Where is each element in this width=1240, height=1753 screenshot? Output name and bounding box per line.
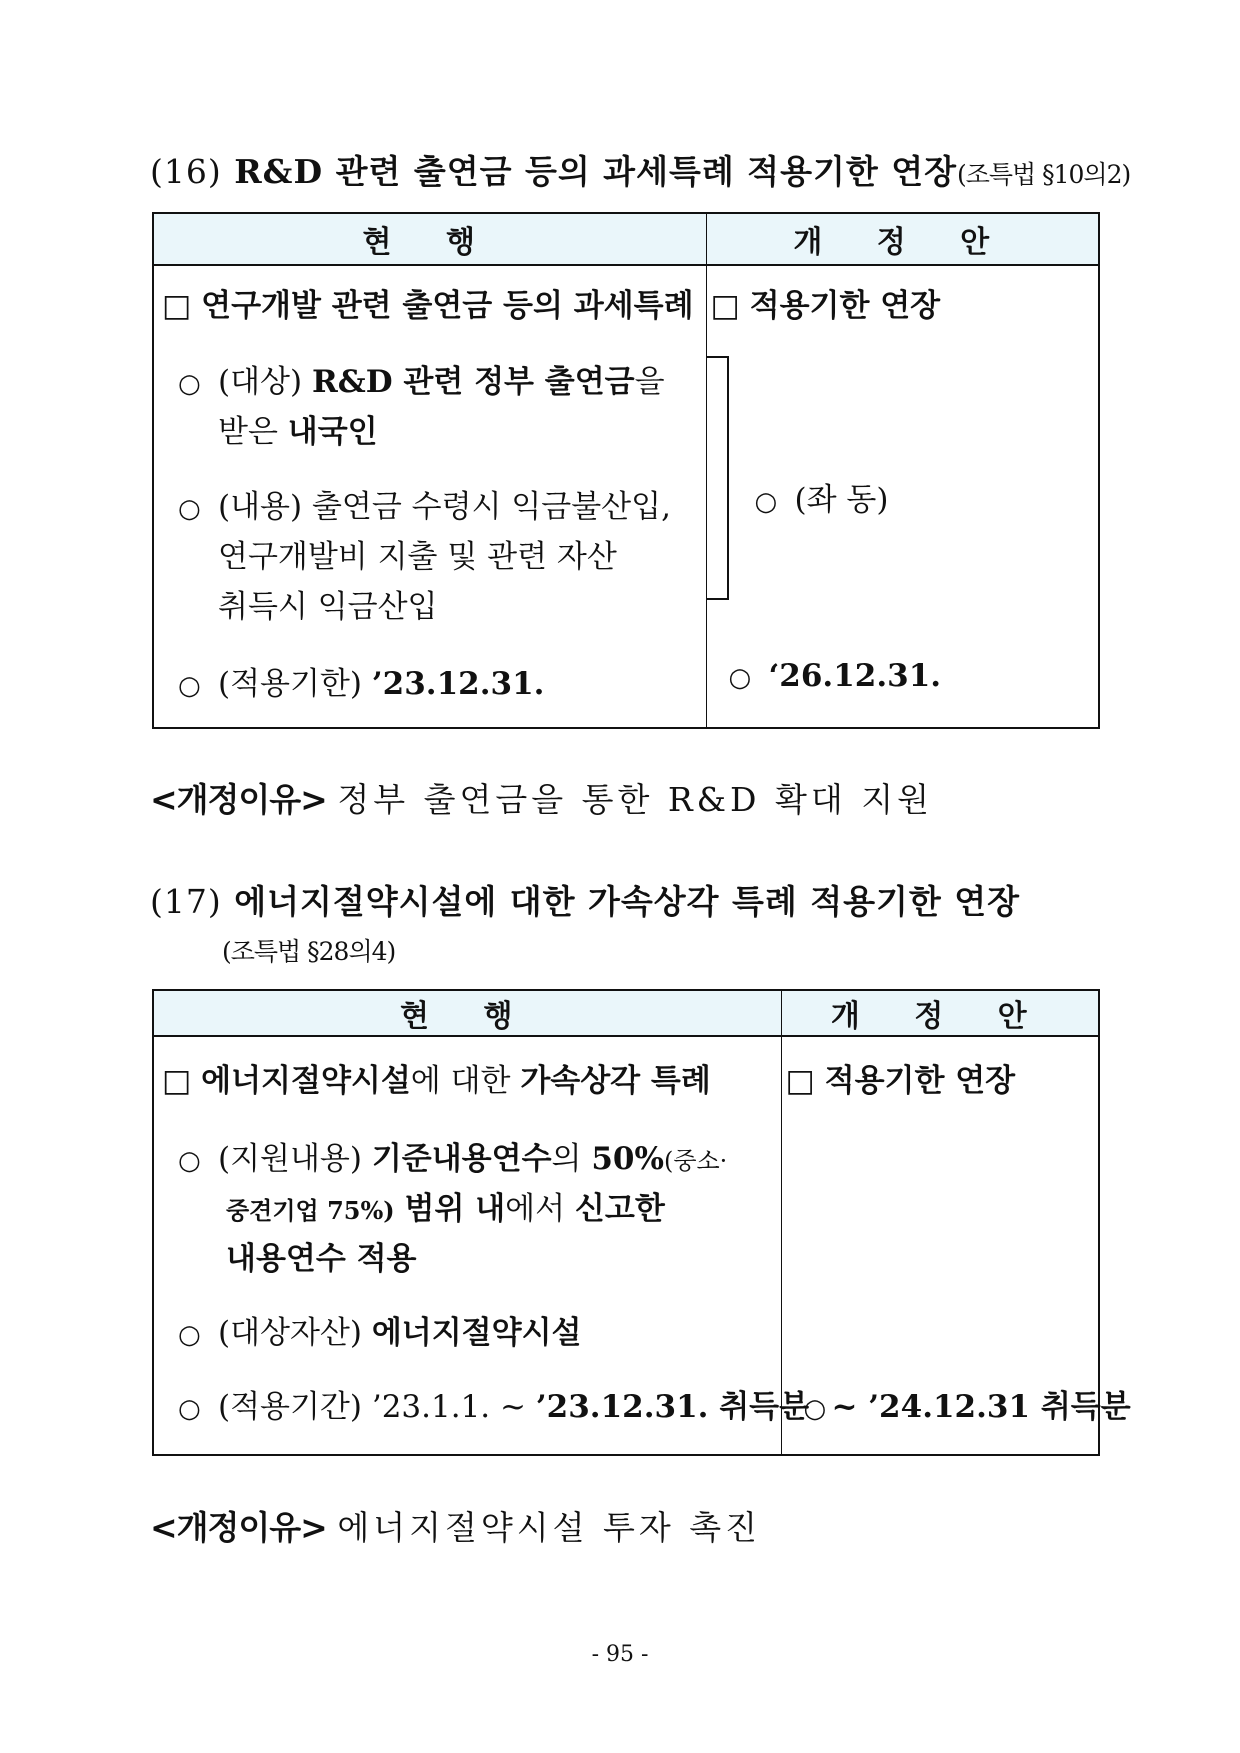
- checkbox-icon: □: [710, 288, 740, 324]
- checkbox-icon: □: [785, 1063, 815, 1099]
- checkbox-icon: □: [162, 288, 192, 324]
- circle-bullet-icon: ○: [178, 1320, 201, 1350]
- current-item-asset: ○ (대상자산) 에너지절약시설: [178, 1315, 582, 1351]
- current-item-support: ○ (지원내용) 기준내용연수의 50%(중소·: [178, 1141, 728, 1177]
- current-item-period: ○ (적용기간) ’23.1.1. ~ ’23.12.31. 취득분: [178, 1389, 810, 1425]
- section-17-law-ref: (조특법 §28의4): [222, 937, 396, 966]
- proposed-same: ○ (좌 동): [754, 482, 889, 518]
- circle-bullet-icon: ○: [178, 1146, 201, 1176]
- column-header-proposed: 개 정 안: [706, 213, 1099, 265]
- current-heading: □ 연구개발 관련 출연금 등의 과세특례: [162, 288, 694, 324]
- section-16-title: [150, 146, 1130, 193]
- section-16-reason: <개정이유> 정부 출연금을 통한 R&D 확대 지원: [150, 780, 933, 819]
- section-17-comparison-table: [152, 989, 1131, 1456]
- current-heading: □ 에너지절약시설에 대한 가속상각 특례: [162, 1063, 711, 1099]
- current-item-content-line3: 취득시 익금산입: [218, 589, 438, 625]
- section-16-heading: R&D 관련 출연금 등의 과세특례 적용기한 연장: [234, 152, 957, 191]
- current-item-target-cont: 받은 내국인: [218, 414, 378, 450]
- bracket-line: [707, 356, 729, 600]
- circle-bullet-icon: ○: [178, 494, 201, 524]
- current-item-period: ○ (적용기한) ’23.12.31.: [178, 666, 545, 702]
- proposed-cell: [706, 265, 1099, 728]
- current-item-support-line3: 내용연수 적용: [226, 1241, 417, 1277]
- page-number: - 95 -: [591, 1642, 649, 1667]
- section-17-title: [150, 876, 1020, 923]
- circle-bullet-icon: ○: [178, 671, 201, 701]
- checkbox-icon: □: [162, 1063, 192, 1099]
- section-16-number: (16): [150, 152, 222, 191]
- section-16-comparison-table: [152, 212, 1100, 729]
- circle-bullet-icon: ○: [178, 369, 201, 399]
- proposed-cell: [781, 1036, 1131, 1455]
- proposed-heading: □ 적용기한 연장: [710, 288, 941, 324]
- current-item-target: ○ (대상) R&D 관련 정부 출연금을: [178, 364, 665, 400]
- current-cell: [153, 265, 706, 728]
- circle-bullet-icon: ○: [728, 663, 752, 693]
- section-16-law-ref: (조특법 §10의2): [956, 160, 1131, 189]
- current-cell: [153, 1036, 810, 1455]
- current-item-content-line2: 연구개발비 지출 및 관련 자산: [218, 539, 617, 575]
- current-item-support-line2: 중견기업 75%) 범위 내에서 신고한: [226, 1191, 665, 1227]
- proposed-period: ○ ‘26.12.31.: [728, 658, 942, 694]
- proposed-heading: □ 적용기한 연장: [785, 1063, 1016, 1099]
- column-header-current: 현 행: [153, 990, 781, 1036]
- section-17-reason: <개정이유> 에너지절약시설 투자 촉진: [150, 1508, 761, 1547]
- circle-bullet-icon: ○: [754, 487, 778, 517]
- circle-bullet-icon: ○: [803, 1394, 827, 1424]
- section-17-number: (17): [150, 882, 222, 921]
- proposed-period: ○ ~ ’24.12.31 취득분: [803, 1389, 1131, 1425]
- circle-bullet-icon: ○: [178, 1394, 201, 1424]
- column-header-proposed: 개 정 안: [781, 990, 1099, 1036]
- section-17-heading: 에너지절약시설에 대한 가속상각 특례 적용기한 연장: [234, 882, 1021, 921]
- current-item-content: ○ (내용) 출연금 수령시 익금불산입,: [178, 489, 671, 525]
- column-header-current: 현 행: [153, 213, 706, 265]
